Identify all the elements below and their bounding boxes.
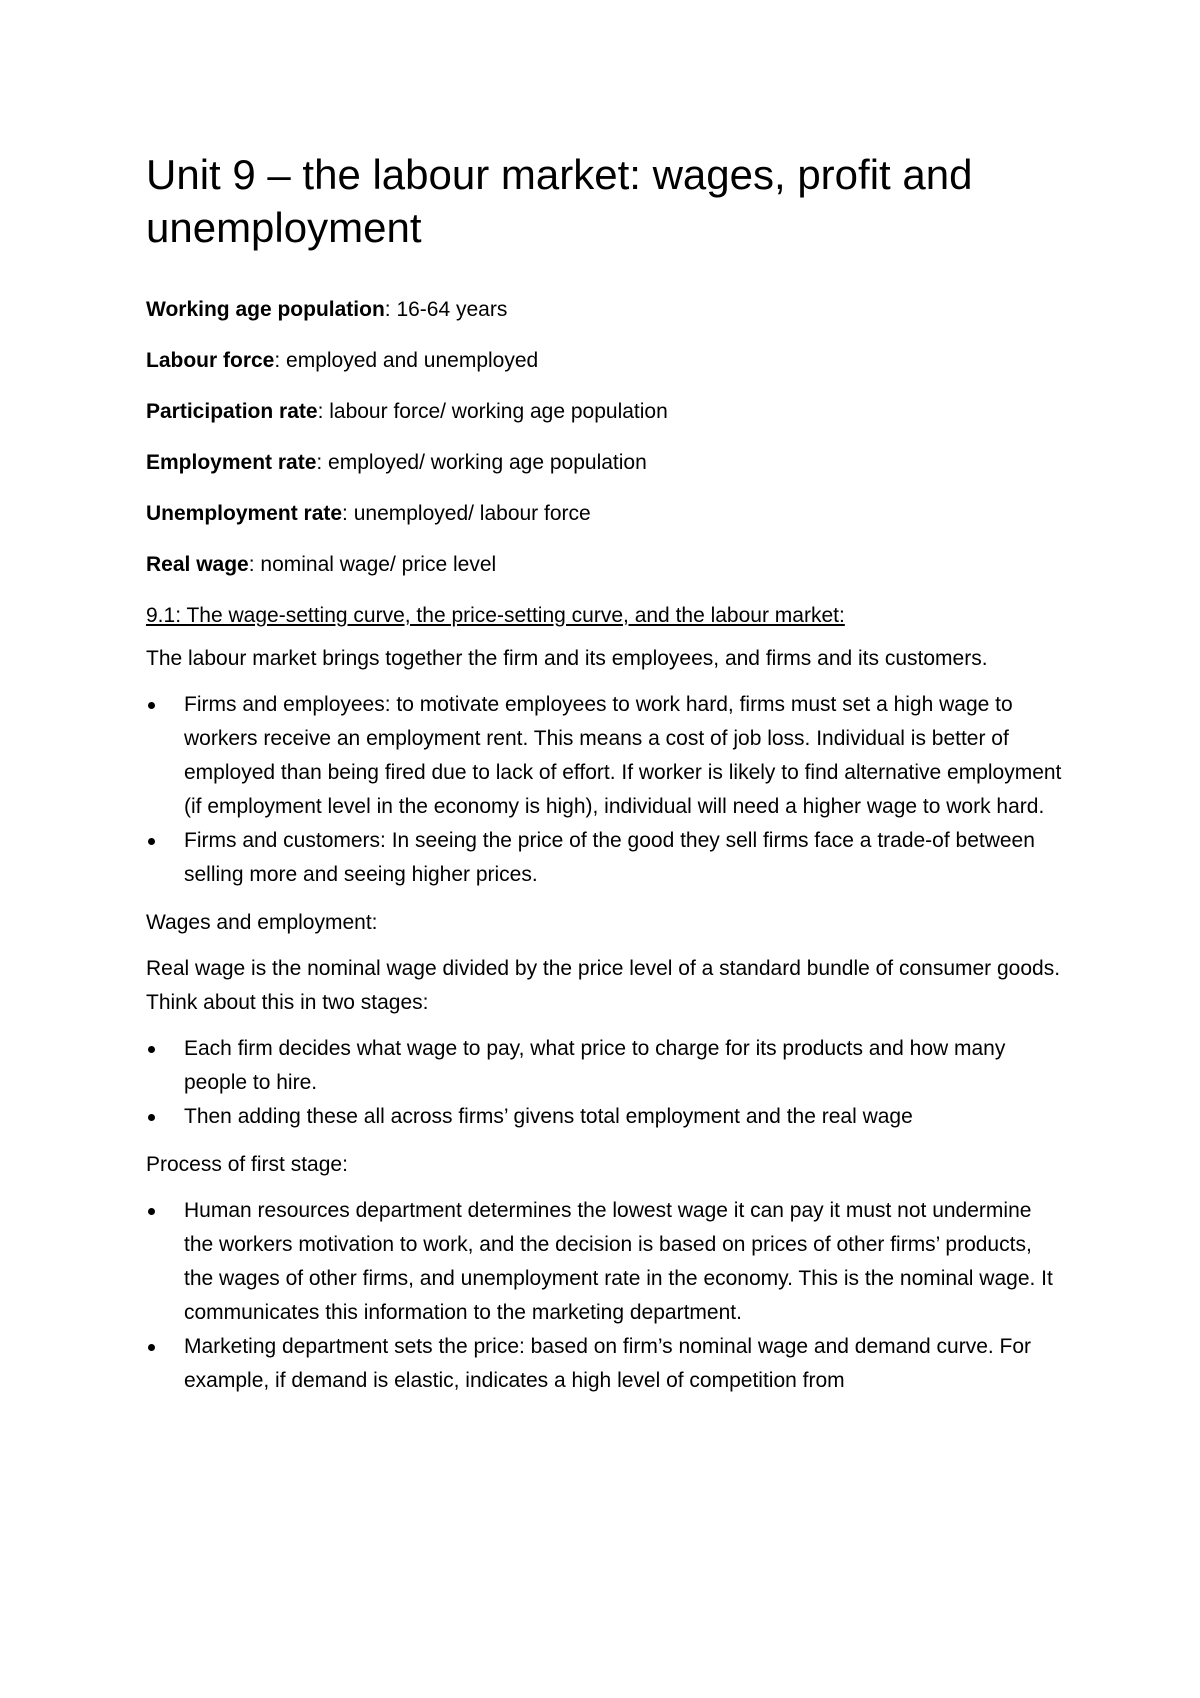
definition-real-wage	[146, 551, 1066, 579]
list-item	[146, 1100, 1066, 1134]
definition-term: Employment rate	[146, 451, 317, 474]
bullet-icon	[148, 838, 155, 845]
intro-paragraph: The labour market brings together the firm and its employees, and firms and its customers.	[146, 647, 988, 670]
list-item-text: Firms and employees: to motivate employees to work hard, firms must set a high wage to workers receive an employment rent. This means a cost of job loss. Individual is better of employed than being fired due to lack of effort. If worker is likely to find alternative employment (if employment level in the economy is high), individual will need a higher wage to work hard.	[184, 693, 1062, 818]
definition-text: : unemployed/ labour force	[342, 502, 591, 525]
bullet-icon	[148, 1046, 155, 1053]
definition-participation-rate	[146, 398, 1066, 426]
list-item	[146, 1194, 1066, 1330]
definition-text: : nominal wage/ price level	[248, 553, 497, 576]
list-item-text: Marketing department sets the price: based on firm’s nominal wage and demand curve. For example, if demand is elastic, indicates a high level of competition from	[184, 1335, 1032, 1392]
document-page	[146, 148, 1066, 1412]
definition-term: Real wage	[146, 553, 249, 576]
list-item	[146, 1032, 1066, 1100]
list-item-text: Each firm decides what wage to pay, what price to charge for its products and how many people to hire.	[184, 1037, 1006, 1094]
list-item	[146, 688, 1066, 824]
definition-working-age-population	[146, 296, 1066, 324]
document-title: Unit 9 – the labour market: wages, profit and unemployment	[146, 151, 973, 251]
definition-text: : 16-64 years	[384, 298, 508, 321]
definition-term: Unemployment rate	[146, 502, 343, 525]
bullet-icon	[148, 1208, 155, 1215]
bullet-list-firms	[146, 688, 1066, 892]
bullet-icon	[148, 702, 155, 709]
wages-heading: Wages and employment:	[146, 911, 378, 934]
list-item	[146, 1330, 1066, 1398]
definition-term: Participation rate	[146, 400, 318, 423]
definition-employment-rate	[146, 449, 1066, 477]
list-item-text: Human resources department determines the lowest wage it can pay it must not undermine the workers motivation to work, and the decision is based on prices of other firms’ products, the wages of other firms, and unemployment rate in the economy. This is the nominal wage. It communicates this information to the marketing department.	[184, 1199, 1053, 1324]
definition-text: : labour force/ working age population	[317, 400, 668, 423]
bullet-icon	[148, 1344, 155, 1351]
definitions-list	[146, 296, 1066, 579]
definition-text: : employed/ working age population	[316, 451, 647, 474]
definition-text: : employed and unemployed	[274, 349, 539, 372]
list-item-text: Firms and customers: In seeing the price of the good they sell firms face a trade-of between selling more and seeing higher prices.	[184, 829, 1035, 886]
definition-labour-force	[146, 347, 1066, 375]
list-item-text: Then adding these all across firms’ givens total employment and the real wage	[184, 1105, 913, 1128]
bullet-icon	[148, 1114, 155, 1121]
definition-unemployment-rate	[146, 500, 1066, 528]
process-heading: Process of first stage:	[146, 1153, 348, 1176]
section-heading: 9.1: The wage-setting curve, the price-setting curve, and the labour market:	[146, 604, 845, 627]
bullet-list-process	[146, 1194, 1066, 1398]
bullet-list-stages	[146, 1032, 1066, 1134]
definition-term: Labour force	[146, 349, 275, 372]
list-item	[146, 824, 1066, 892]
definition-term: Working age population	[146, 298, 385, 321]
wages-paragraph: Real wage is the nominal wage divided by the price level of a standard bundle of consumer goods. Think about this in two stages:	[146, 957, 1061, 1014]
